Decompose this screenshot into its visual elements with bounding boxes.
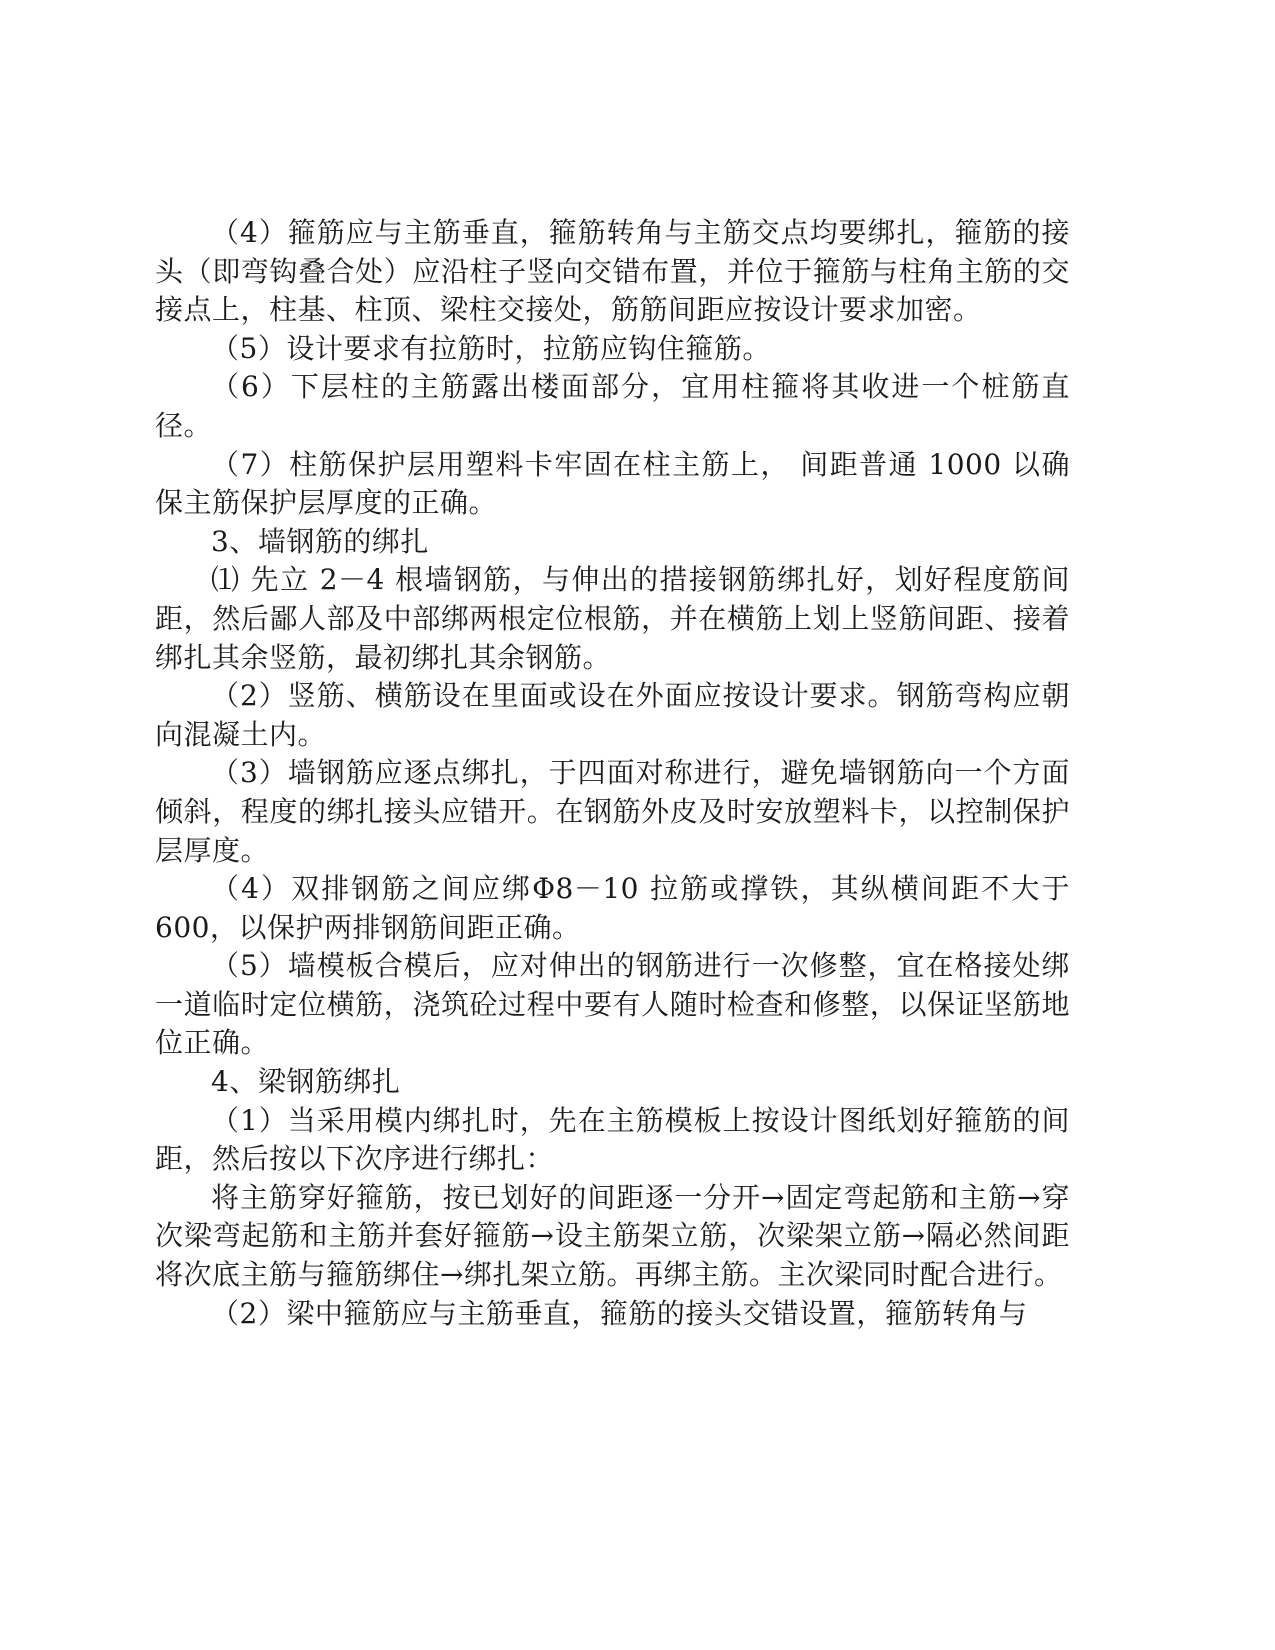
paragraph-column-tie-bar-5: （5）设计要求有拉筋时，拉筋应钩住箍筋。 [211, 331, 771, 365]
paragraph-wall-2: （2）竖筋、横筋设在里面或设在外面应按设计要求。钢筋弯构应朝向混凝土内。 [155, 679, 1070, 751]
section-heading-wall-rebar: 3、墙钢筋的绑扎 [211, 524, 429, 558]
paragraph-beam-sequence: 将主筋穿好箍筋，按已划好的间距逐一分开→固定弯起筋和主筋→穿次梁弯起筋和主筋并套好箍筋→设主筋架立筋，次梁架立筋→隔必然间距将次底主筋与箍筋绑住→绑扎架立筋。再绑主筋。主次梁同时配合进行。 [155, 1180, 1070, 1292]
paragraph-wall-1: ⑴ 先立 2－4 根墙钢筋，与伸出的措接钢筋绑扎好，划好程度筋间距，然后鄙人部及中部绑两根定位根筋，并在横筋上划上竖筋间距、接着绑扎其余竖筋，最初绑扎其余钢筋。 [155, 563, 1070, 674]
paragraph-column-cover-7: （7）柱筋保护层用塑料卡牢固在柱主筋上， 间距普通 1000 以确保主筋保护层厚度的正确。 [155, 447, 1070, 520]
paragraph-column-stirrup-4: （4）箍筋应与主筋垂直，箍筋转角与主筋交点均要绑扎，箍筋的接头（即弯钩叠合处）应沿柱子竖向交错布置，并位于箍筋与柱角主筋的交接点上，柱基、柱顶、梁柱交接处，筋筋间距应按设计要求加密。 [155, 216, 1070, 327]
paragraph-wall-4: （4）双排钢筋之间应绑Φ8－10 拉筋或撑铁，其纵横间距不大于600，以保护两排钢筋间距正确。 [155, 872, 1070, 944]
paragraph-wall-5: （5）墙模板合模后，应对伸出的钢筋进行一次修整，宜在格接处绑一道临时定位横筋，浇筑砼过程中要有人随时检查和修整，以保证坚筋地位正确。 [155, 949, 1070, 1060]
paragraph-beam-1: （1）当采用模内绑扎时，先在主筋模板上按设计图纸划好箍筋的间距，然后按以下次序进行绑扎： [155, 1103, 1070, 1176]
paragraph-column-main-bar-6: （6）下层柱的主筋露出楼面部分，宜用柱箍将其收进一个桩筋直径。 [155, 370, 1070, 442]
section-heading-beam-rebar: 4、梁钢筋绑扎 [211, 1065, 401, 1099]
paragraph-beam-2: （2）梁中箍筋应与主筋垂直，箍筋的接头交错设置，箍筋转角与 [211, 1296, 1028, 1330]
paragraph-wall-3: （3）墙钢筋应逐点绑扎，于四面对称进行，避免墙钢筋向一个方面倾斜，程度的绑扎接头应错开。在钢筋外皮及时安放塑料卡，以控制保护层厚度。 [155, 756, 1070, 867]
document-page [155, 214, 1070, 1333]
